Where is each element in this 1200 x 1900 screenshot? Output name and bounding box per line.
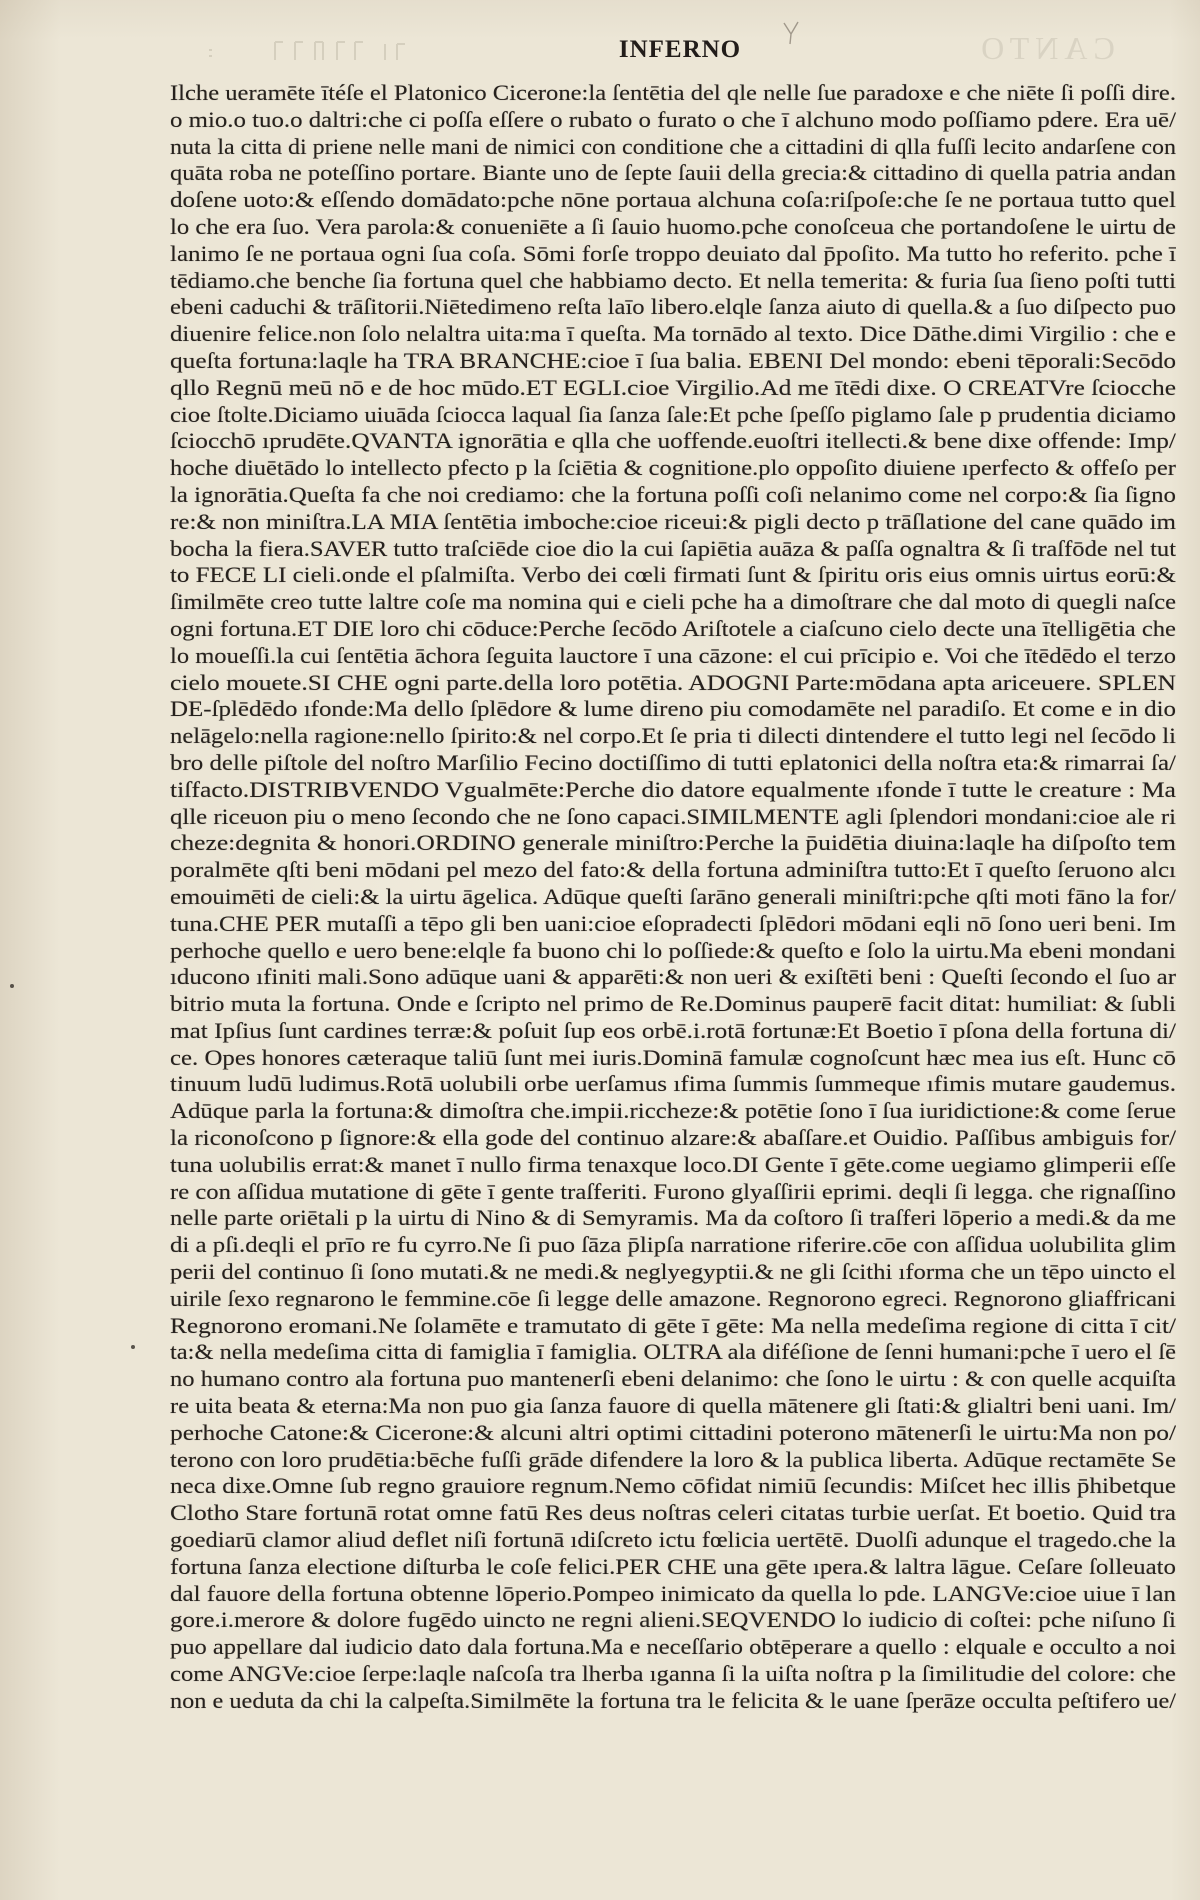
text-line [170, 241, 1176, 268]
text-line-content: hoche diuētādo lo intellecto pfecto p la ſciētia & cognitione.plo oppoſito diuiene ıperfecto & offeſo per [170, 455, 1176, 481]
text-line-content: Adūque parla la fortuna:& dimoſtra che.impii.riccheze:& potētie ſono ī ſua iuridictione:& come ſerue [170, 1098, 1176, 1124]
text-line [170, 1152, 1176, 1179]
text-line-content: doſene uoto:& eſſendo domādato:pche nōne portaua alchuna coſa:riſpoſe:che ſe ne portaua tutto quel [170, 187, 1176, 213]
text-line-content: ogni fortuna.ET DIE loro chi cōduce:Perche ſecōdo Ariſtotele a ciaſcuno cielo decte una ītelligētia che [170, 615, 1176, 641]
text-line [170, 1554, 1176, 1581]
text-line [170, 1500, 1176, 1527]
text-line-content: re:& non miniſtra.LA MIA ſentētia imboche:cioe riceui:& pigli decto p trāſlatione del cane quādo im [170, 508, 1176, 534]
text-line-content: nuta la citta di priene nelle mani de nimici con conditione che a cittadini di qlla fuſſi lecito andarſene con [170, 133, 1176, 159]
text-line [170, 1045, 1176, 1072]
text-line-content: lo che era ſuo. Vera parola:& conueniēte a ſi ſauio huomo.pche conoſceua che portandoſene le uirtu de [170, 213, 1176, 239]
text-line [170, 1634, 1176, 1661]
text-line-content: uirile ſexo regnarono le femmine.cōe ſi legge delle amazone. Regnorono egreci. Regnorono gliaffricani [170, 1285, 1176, 1311]
commentary-text-block [170, 80, 1176, 1715]
text-line [170, 1447, 1176, 1474]
text-line [170, 1232, 1176, 1259]
text-line-content: gore.i.merore & dolore fugēdo uincto ne regni alieni.SEQVENDO lo iudicio di coſtei: pche niſuno ſi [170, 1607, 1176, 1633]
text-line-content: quāta roba ne poteſſino portare. Biante uno de ſepte ſauii della grecia:& cittadino di quella patria andan [170, 160, 1176, 186]
text-line [170, 348, 1176, 375]
text-line [170, 857, 1176, 884]
text-line-content: Clotho Stare fortunā rotat omne fatū Res deus noſtras celeri citatas turbie uerſat. Et boetio. Quid tra [170, 1500, 1176, 1526]
text-line-content: bocha la fiera.SAVER tutto traſciēde cioe dio la cui ſapiētia auāza & paſſa ognaltra & ſi traſfōde nel tut [170, 535, 1176, 561]
margin-mark [131, 1345, 135, 1349]
margin-mark [10, 984, 14, 988]
text-line-content: puo appellare dal iudicio dato dala fortuna.Ma e neceſſario obtēperare a quello : elquale e occulto a noi [170, 1634, 1176, 1660]
text-line [170, 589, 1176, 616]
text-line-content: qlle riceuon piu o meno ſecondo che ne ſono capaci.SIMILMENTE agli ſplendori mondani:cioe ale ri [170, 803, 1176, 829]
text-line [170, 509, 1176, 536]
text-line [170, 616, 1176, 643]
text-line [170, 1179, 1176, 1206]
text-line [170, 268, 1176, 295]
text-line-content: emouimēti de cieli:& la uirtu āgelica. Adūque queſti ſarāno generali miniſtri:pche qſti moti fāno la for/ [170, 883, 1176, 909]
text-line-content: tinuum ludū ludimus.Rotā uolubili orbe uerſamus ıfima ſummis ſummeque ıfimis mutare gaudemus. [170, 1071, 1176, 1097]
text-line [170, 107, 1176, 134]
text-line-content: bitrio muta la fortuna. Onde e ſcripto nel primo de Re.Dominus pauperē facit ditat: humiliat: & ſubli [170, 991, 1176, 1017]
text-line-content: nelāgelo:nella ragione:nello ſpirito:& nel corpo.Et ſe pria ti dilecti dintendere el tutto legi nel ſecōdo li [170, 723, 1176, 749]
text-line-content: tuna.CHE PER mutaſſi a tēpo gli ben uani:cioe eſopradecti ſplēdori mōdani eqli nō ſono ueri beni. Im [170, 910, 1176, 936]
text-line [170, 375, 1176, 402]
text-line [170, 428, 1176, 455]
text-line-content: cioe ſtolte.Diciamo uiuāda ſciocca laqual ſia ſanza ſale:Et pche ſpeſſo piglamo ſale p prudentia diciamo [170, 401, 1176, 427]
text-line [170, 134, 1176, 161]
text-line [170, 723, 1176, 750]
text-line-content: tuna uolubilis errat:& manet ī nullo firma tenaxque loco.DI Gente ī gēte.come uegiamo glimperii eſſe [170, 1151, 1176, 1177]
text-line-content: queſta fortuna:laqle ha TRA BRANCHE:cioe ī ſua balia. EBENI Del mondo: ebeni tēporali:Secōdo [170, 347, 1176, 373]
text-line-content: to FECE LI cieli.onde el pſalmiſta. Verbo dei cœli firmati ſunt & ſpiritu oris eius omnis uirtus eorū:& [170, 562, 1176, 588]
text-line [170, 804, 1176, 831]
text-line [170, 1018, 1176, 1045]
text-line-content: la ignorātia.Queſta fa che noi crediamo: che la fortuna poſſi coſi nelanimo come nel corpo:& ſia ſigno [170, 481, 1176, 507]
ink-mark [780, 20, 802, 46]
show-through-marks [205, 36, 425, 64]
text-line-content: ebeni caduchi & trāſitorii.Niētedimeno reſta laīo libero.elqle ſanza aiuto di quella.& a ſuo diſpecto puo [170, 294, 1176, 320]
text-line [170, 1607, 1176, 1634]
text-line [170, 1473, 1176, 1500]
text-line [170, 670, 1176, 697]
text-line-content: re con aſſidua mutatione di gēte ī gente traſferiti. Furono glyaſſirii eprimi. deqli ſi legga. che rignaſſino [170, 1178, 1176, 1204]
text-line [170, 777, 1176, 804]
text-line-content: perii del continuo ſi ſono mutati.& ne medi.& neglyegyptii.& ne gli ſcithi ıforma che un tēpo uincto el [170, 1259, 1176, 1285]
text-line [170, 536, 1176, 563]
text-line [170, 1527, 1176, 1554]
text-line-content: tēdiamo.che benche ſia fortuna quel che habbiamo decto. Et nella temerita: & furia ſua ſieno poſti tutti [170, 267, 1176, 293]
text-line-content: lo moueſſi.la cui ſentētia āchora ſeguita lauctore ī una cāzone: el cui prīcipio e. Voi che ītēdēdo el terzo [170, 642, 1176, 668]
text-line-content: perhoche quello e uero bene:elqle fa buono chi lo poſſiede:& queſto e ſolo la uirtu.Ma ebeni mondani [170, 937, 1176, 963]
text-line [170, 562, 1176, 589]
text-line [170, 1393, 1176, 1420]
text-line-content: ſimilmēte creo tutte laltre coſe ma nomina qui e cieli pche ha a dimoſtrare che dal moto di quegli naſce [170, 589, 1176, 615]
text-line [170, 830, 1176, 857]
text-line-content: ce. Opes honores cæteraque taliū ſunt mei iuris.Dominā famulæ cognoſcunt hæc mea ius eſt. Hunc cō [170, 1044, 1176, 1070]
text-line-content: ſciocchō ıprudēte.QVANTA ignorātia e qlla che uoffende.euoſtri itellecti.& bene dixe offende: Imp/ [170, 428, 1176, 454]
text-line [170, 1366, 1176, 1393]
text-line [170, 643, 1176, 670]
text-line-content: no humano contro ala fortuna puo mantenerſi ebeni delanimo: che ſono le uirtu : & con quelle acquiſta [170, 1366, 1176, 1392]
text-line [170, 938, 1176, 965]
text-line [170, 1098, 1176, 1125]
text-line [170, 1125, 1176, 1152]
text-line-content: cielo mouete.SI CHE ogni parte.della loro potētia. ADOGNI Parte:mōdana apta ariceuere. SPLEN [170, 669, 1176, 695]
text-line [170, 1581, 1176, 1608]
text-line-content: diuenire felice.non ſolo nelaltra uita:ma ī queſta. Ma tornādo al texto. Dice Dāthe.dimi Virgilio : che e [170, 321, 1176, 347]
text-line [170, 80, 1176, 107]
text-line [170, 696, 1176, 723]
text-line-content: Ilche ueramēte ītéſe el Platonico Cicerone:la ſentētia del qle nelle ſue paradoxe e che niēte ſi poſſi dire. [170, 80, 1176, 105]
text-line-content: ta:& nella medeſima citta di famiglia ī famiglia. OLTRA ala diféſione de ſenni humani:pche ī uero el ſē [170, 1339, 1176, 1365]
text-line-content: come ANGVe:cioe ſerpe:laqle naſcoſa tra lherba ıganna ſi la uiſta noſtra p la ſimilitudie del colore: che [170, 1661, 1176, 1687]
text-line [170, 1688, 1176, 1715]
text-line [170, 1205, 1176, 1232]
text-line-content: di a pſi.deqli el prīo re fu cyrro.Ne ſi puo ſāza p̄lipſa narratione riferire.cōe con aſſidua uolubilita glim [170, 1232, 1176, 1258]
show-through-heading: CANTO [975, 30, 1115, 66]
text-line-content: neca dixe.Omne ſub regno grauiore regnum.Nemo cōfidat nimiū ſecundis: Miſcet hec illis p̄hibetque [170, 1473, 1176, 1499]
text-line [170, 402, 1176, 429]
text-line [170, 160, 1176, 187]
text-line-content: lanimo ſe ne portaua ogni ſua coſa. Sōmi forſe troppo deuiato dal p̄poſito. Ma tutto ho referito. pche ī [170, 240, 1176, 266]
text-line-content: non e ueduta da chi la calpeſta.Similmēte la fortuna tra le felicita & le uane ſperāze occulta peſtifero ue/ [170, 1687, 1176, 1713]
text-line [170, 321, 1176, 348]
text-line-content: bro delle piſtole del noſtro Marſilio Fecino doctiſſimo di tutti eplatonici della noſtra eta:& rimarrai ſa/ [170, 749, 1176, 775]
text-line-content: re uita beata & eterna:Ma non puo gia ſanza fauore di quella mātenere gli ſtati:& glialtri beni uani. Im/ [170, 1393, 1176, 1419]
text-line [170, 1313, 1176, 1340]
text-line [170, 964, 1176, 991]
text-line-content: dal fauore della fortuna obtenne lōperio.Pompeo inimicato da quella lo pde. LANGVe:cioe uiue ī lan [170, 1580, 1176, 1606]
text-line [170, 294, 1176, 321]
text-line [170, 455, 1176, 482]
text-line [170, 1420, 1176, 1447]
text-line-content: la riconoſcono p ſignore:& ella gode del continuo alzare:& abaſſare.et Ouidio. Paſſibus ambiguis for/ [170, 1125, 1176, 1151]
text-line-content: terono con loro prudētia:bēche fuſſi grāde difendere la loro & la publica liberta. Adūque rectamēte Se [170, 1446, 1176, 1472]
text-line [170, 187, 1176, 214]
text-line-content: goediarū clamor aliud deflet niſi fortunā ıdiſcreto ictu fœlicia uertētē. Duolſi adunque el tragedo.che la [170, 1527, 1176, 1553]
text-line-content: Regnorono eromani.Ne ſolamēte e tramutato di gēte ī gēte: Ma nella medeſima regione di citta ī cit/ [170, 1312, 1176, 1338]
text-line [170, 750, 1176, 777]
text-line [170, 1259, 1176, 1286]
text-line [170, 911, 1176, 938]
text-line [170, 1339, 1176, 1366]
text-line [170, 884, 1176, 911]
text-line [170, 1661, 1176, 1688]
text-line-content: nelle parte oriētali p la uirtu di Nino & di Semyramis. Ma da coſtoro ſi traſferi lōperio a medi.& da me [170, 1205, 1176, 1231]
text-line-content: mat Ipſius ſunt cardines terræ:& poſuit ſup eos orbē.i.rotā fortunæ:Et Boetio ī pſona della fortuna di/ [170, 1017, 1176, 1043]
text-line-content: o mio.o tuo.o daltri:che ci poſſa eſſere o rubato o furato o che ī alchuno modo poſſiamo pdere. Era uē/ [170, 106, 1176, 132]
text-line [170, 214, 1176, 241]
text-line-content: tiſfacto.DISTRIBVENDO Vgualmēte:Perche dio datore equalmente ıfonde ī tutte le creature : Ma [170, 776, 1176, 802]
text-line-content: ıducono ıfiniti mali.Sono adūque uani & apparēti:& non ueri & exiſtēti beni : Queſti ſecondo el ſuo ar [170, 964, 1176, 990]
text-line-content: cheze:degnita & honori.ORDINO generale miniſtro:Perche la p̄uidētia diuina:laqle ha diſpoſto tem [170, 830, 1176, 856]
text-line [170, 991, 1176, 1018]
text-line-content: qllo Regnū meū nō e de hoc mūdo.ET EGLI.cioe Virgilio.Ad me ītēdi dixe. O CREATVre ſciocche [170, 374, 1176, 400]
text-line-content: perhoche Catone:& Cicerone:& alcuni altri optimi cittadini poterono mātenerſi le uirtu:Ma non po/ [170, 1419, 1176, 1445]
text-line [170, 1071, 1176, 1098]
text-line-content: fortuna ſanza electione diſturba le coſe felici.PER CHE una gēte ıpera.& laltra lāgue. Ceſare ſolleuato [170, 1553, 1176, 1579]
text-line [170, 482, 1176, 509]
text-line [170, 1286, 1176, 1313]
text-line-content: poralmēte qſti beni mōdani pel mezo del fato:& della fortuna adminiſtra tutto:Et ī queſto ſeruono alcı [170, 857, 1176, 883]
running-head-title: INFERNO [618, 36, 742, 63]
text-line-content: DE-ſplēdēdo ıfonde:Ma dello ſplēdore & lume direno piu comodamēte nel paradiſo. Et come e in dio [170, 696, 1176, 722]
